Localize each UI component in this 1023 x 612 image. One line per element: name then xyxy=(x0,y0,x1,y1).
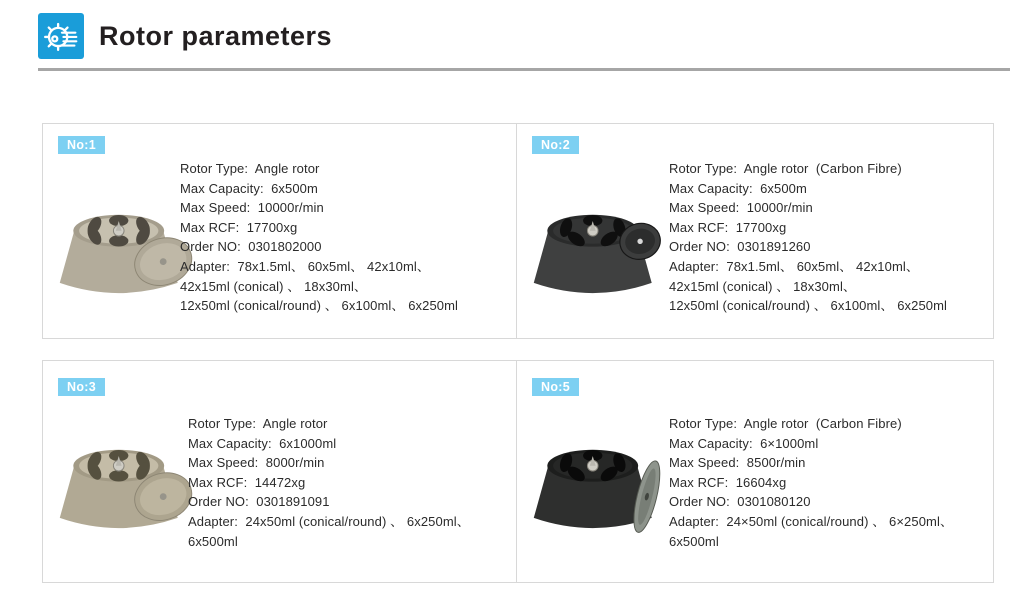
spec-line: Rotor Type: Angle rotor xyxy=(188,416,328,431)
page-header xyxy=(38,13,332,59)
spec-line: Adapter: 78x1.5ml、 60x5ml、 42x10ml、 xyxy=(669,258,919,274)
spec-line: Adapter: 78x1.5ml、 60x5ml、 42x10ml、 xyxy=(180,258,430,274)
spec-line: Max Speed: 10000r/min xyxy=(180,200,324,216)
spec-line: Rotor Type: Angle rotor xyxy=(180,161,320,176)
rotor-image xyxy=(53,184,198,319)
spec-line: 6x500ml xyxy=(188,533,238,549)
spec-line: Max Speed: 8000r/min xyxy=(188,455,325,471)
spec-line: Order NO: 0301891091 xyxy=(188,494,330,510)
spec-line: Max RCF: 16604xg xyxy=(669,474,787,490)
rotor-panel-no1 xyxy=(43,124,517,338)
rotor-image xyxy=(53,419,198,554)
panel-row-1 xyxy=(42,123,994,339)
rotor-spec-list xyxy=(669,159,947,316)
spec-line: Max Speed: 8500r/min xyxy=(669,455,806,471)
spec-line: 12x50ml (conical/round) 、 6x100ml、 6x250ml xyxy=(180,298,459,314)
spec-line: Rotor Type: Angle rotor (Carbon Fibre) xyxy=(669,161,902,176)
rotor-panel-no3 xyxy=(43,361,517,582)
rotor-spec-list xyxy=(188,414,470,551)
spec-line: Max Capacity: 6x500m xyxy=(669,180,807,196)
spec-line: Max Capacity: 6x500m xyxy=(180,180,318,196)
spec-line: Max Capacity: 6×1000ml xyxy=(669,435,819,451)
header-divider xyxy=(38,68,1010,71)
panel-number-badge: No:2 xyxy=(532,136,579,154)
panel-row-2 xyxy=(42,360,994,583)
spec-line: 6x500ml xyxy=(669,533,719,549)
spec-line: Max Speed: 10000r/min xyxy=(669,200,813,216)
rotor-panel-no5 xyxy=(517,361,993,582)
spec-line: Max Capacity: 6x1000ml xyxy=(188,435,337,451)
spec-line: 42x15ml (conical) 、 18x30ml、 xyxy=(180,278,368,294)
spec-line: Max RCF: 17700xg xyxy=(180,219,298,235)
page-title: Rotor parameters xyxy=(99,20,333,51)
rotor-spec-list xyxy=(669,414,953,551)
spec-line: Max RCF: 14472xg xyxy=(188,474,306,490)
spec-line: Max RCF: 17700xg xyxy=(669,219,787,235)
spec-line: 12x50ml (conical/round) 、 6x100ml、 6x250ml xyxy=(669,298,948,314)
panel-number-badge: No:3 xyxy=(58,378,105,396)
spec-line: Order NO: 0301891260 xyxy=(669,239,811,255)
rotor-spec-list xyxy=(180,159,458,316)
spec-line: Adapter: 24×50ml (conical/round) 、 6×250ml、 xyxy=(669,513,954,529)
gear-icon xyxy=(38,13,84,59)
panel-number-badge: No:1 xyxy=(58,136,105,154)
panel-number-badge: No:5 xyxy=(532,378,579,396)
spec-line: Rotor Type: Angle rotor (Carbon Fibre) xyxy=(669,416,902,431)
rotor-image xyxy=(527,419,672,554)
spec-line: Order NO: 0301802000 xyxy=(180,239,322,255)
spec-line: 42x15ml (conical) 、 18x30ml、 xyxy=(669,278,857,294)
spec-line: Order NO: 0301080120 xyxy=(669,494,811,510)
rotor-panel-no2 xyxy=(517,124,993,338)
rotor-image xyxy=(527,184,672,319)
spec-line: Adapter: 24x50ml (conical/round) 、 6x250ml、 xyxy=(188,513,470,529)
